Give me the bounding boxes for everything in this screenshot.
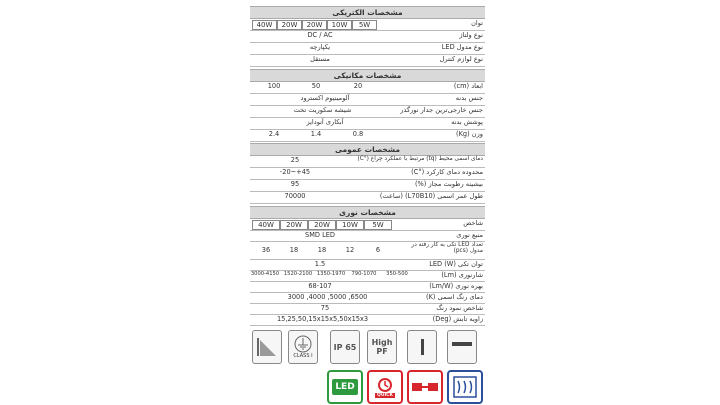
count-value: 36 bbox=[261, 246, 271, 254]
quick-text: QUICK bbox=[377, 392, 393, 398]
count-value: 12 bbox=[345, 246, 355, 254]
power-cell: 5W bbox=[352, 20, 377, 30]
quick-install-icon bbox=[367, 370, 403, 404]
model-cell: 40W bbox=[252, 220, 280, 230]
beam-label: زاویه تابش (Deg) bbox=[432, 315, 483, 323]
linear-fixture-icon bbox=[447, 330, 477, 364]
class1-text: CLASS I bbox=[293, 353, 313, 359]
single-power-value: 1.5 bbox=[314, 260, 326, 268]
row-model bbox=[250, 219, 485, 231]
row-control bbox=[250, 55, 485, 67]
efficacy-value: 68-107 bbox=[308, 282, 332, 290]
weight-value: 0.8 bbox=[352, 130, 364, 138]
row-finish bbox=[250, 118, 485, 130]
high-pf-line2: PF bbox=[376, 347, 388, 356]
cri-label: شاخص نمود رنگ bbox=[436, 304, 483, 312]
section-general: مشخصات عمومی bbox=[250, 143, 485, 156]
model-cells bbox=[252, 220, 392, 230]
finish-value: آبکاری آنودایز bbox=[306, 118, 344, 126]
row-count bbox=[250, 242, 485, 260]
row-voltage bbox=[250, 31, 485, 43]
power-label: توان bbox=[471, 19, 483, 27]
class1-ground-icon bbox=[288, 330, 318, 364]
cover-label: جنس خارجی‌ترین جدار نورگذر bbox=[400, 106, 483, 114]
source-label: منبع نوری bbox=[456, 231, 483, 239]
led-module-value: یکپارچه bbox=[309, 43, 331, 51]
dim-value: 100 bbox=[267, 82, 281, 90]
row-flux bbox=[250, 271, 485, 282]
cct-value: 3000 ,4000 ,5000 ,6500 bbox=[287, 293, 368, 301]
finish-label: پوشش بدنه bbox=[451, 118, 483, 126]
model-label: شاخص bbox=[463, 219, 483, 227]
flux-value: 350-500 bbox=[386, 271, 408, 277]
count-value: 18 bbox=[317, 246, 327, 254]
body-label: جنس بدنه bbox=[455, 94, 483, 102]
row-cri bbox=[250, 304, 485, 315]
row-power bbox=[250, 19, 485, 31]
model-cell: 20W bbox=[280, 220, 308, 230]
row-efficacy bbox=[250, 282, 485, 293]
model-cell: 20W bbox=[308, 220, 336, 230]
section-electrical: مشخصات الکتریکی bbox=[250, 6, 485, 19]
row-range bbox=[250, 168, 485, 180]
row-led-module bbox=[250, 43, 485, 55]
voltage-value: DC / AC bbox=[307, 31, 333, 39]
row-cct bbox=[250, 293, 485, 304]
weight-label: وزن (Kg) bbox=[456, 130, 483, 138]
led-text: LED bbox=[332, 379, 357, 395]
power-cell: 20W bbox=[302, 20, 327, 30]
voltage-label: نوع ولتاژ bbox=[459, 31, 483, 39]
count-value: 18 bbox=[289, 246, 299, 254]
cct-label: دمای رنگ اسمی (K) bbox=[426, 293, 483, 301]
beam-value: 15,25,50,15x15x5,50x15x3 bbox=[276, 315, 369, 323]
high-pf-icon bbox=[367, 330, 397, 364]
ambient-label: دمای اسمی محیط (tq) مرتبط با عملکرد چراغ (°C) bbox=[357, 156, 483, 162]
row-single-power bbox=[250, 260, 485, 271]
row-ambient bbox=[250, 156, 485, 168]
vertical-mount-icon bbox=[407, 330, 437, 364]
row-source bbox=[250, 231, 485, 242]
humidity-value: 95 bbox=[290, 180, 300, 188]
waterproof-icon bbox=[447, 370, 483, 404]
life-value: 70000 bbox=[284, 192, 306, 200]
row-body bbox=[250, 94, 485, 106]
ip65-icon bbox=[330, 330, 360, 364]
humidity-label: بیشینه رطوبت مجاز (%) bbox=[414, 180, 483, 188]
power-cell: 20W bbox=[277, 20, 302, 30]
cri-value: 75 bbox=[320, 304, 330, 312]
high-pf-line1: High bbox=[371, 338, 393, 347]
flux-value: 1520-2100 bbox=[283, 271, 313, 277]
led-badge-icon bbox=[327, 370, 363, 404]
control-label: نوع لوازم کنترل bbox=[439, 55, 483, 63]
model-cell: 5W bbox=[364, 220, 392, 230]
row-weight bbox=[250, 130, 485, 142]
single-power-label: توان تکی LED (W) bbox=[429, 260, 483, 268]
section-mechanical: مشخصات مکانیکی bbox=[250, 69, 485, 82]
range-value: -20~+45 bbox=[279, 168, 311, 176]
weight-value: 2.4 bbox=[268, 130, 280, 138]
weight-value: 1.4 bbox=[310, 130, 322, 138]
life-label: طول عمر اسمی (L70B10) (ساعت) bbox=[379, 192, 483, 200]
surface-mount-icon bbox=[252, 330, 282, 364]
row-humidity bbox=[250, 180, 485, 192]
ip65-text: IP 65 bbox=[333, 342, 357, 352]
row-beam bbox=[250, 315, 485, 326]
dim-value: 50 bbox=[311, 82, 321, 90]
power-cell: 40W bbox=[252, 20, 277, 30]
dim-value: 20 bbox=[353, 82, 363, 90]
row-dims bbox=[250, 82, 485, 94]
ambient-value: 25 bbox=[290, 156, 300, 164]
power-cells bbox=[252, 20, 377, 30]
row-cover bbox=[250, 106, 485, 118]
source-value: SMD LED bbox=[305, 231, 335, 239]
row-life bbox=[250, 192, 485, 204]
flux-value: 3000-4150 bbox=[250, 271, 280, 277]
flux-value: 790-1070 bbox=[351, 271, 377, 277]
count-value: 6 bbox=[375, 246, 381, 254]
connector-icon bbox=[407, 370, 443, 404]
cover-value: شیشه سکوریت تخت bbox=[293, 106, 352, 114]
led-module-label: نوع مدول LED bbox=[441, 43, 483, 51]
count-label: تعداد LED تکی به کار رفته در مدول (pcs) bbox=[411, 242, 483, 254]
control-value: مستقل bbox=[310, 55, 330, 63]
section-optical: مشخصات نوری bbox=[250, 206, 485, 219]
dims-label: ابعاد (cm) bbox=[453, 82, 483, 90]
range-label: محدوده دمای کارکرد (°C) bbox=[411, 168, 483, 176]
flux-value: 1350-1970 bbox=[316, 271, 346, 277]
model-cell: 10W bbox=[336, 220, 364, 230]
power-cell: 10W bbox=[327, 20, 352, 30]
body-value: آلومینیوم اکسترود bbox=[300, 94, 350, 102]
flux-label: شارنوری (Lm) bbox=[441, 271, 483, 279]
efficacy-label: بهره نوری (Lm/W) bbox=[429, 282, 483, 290]
